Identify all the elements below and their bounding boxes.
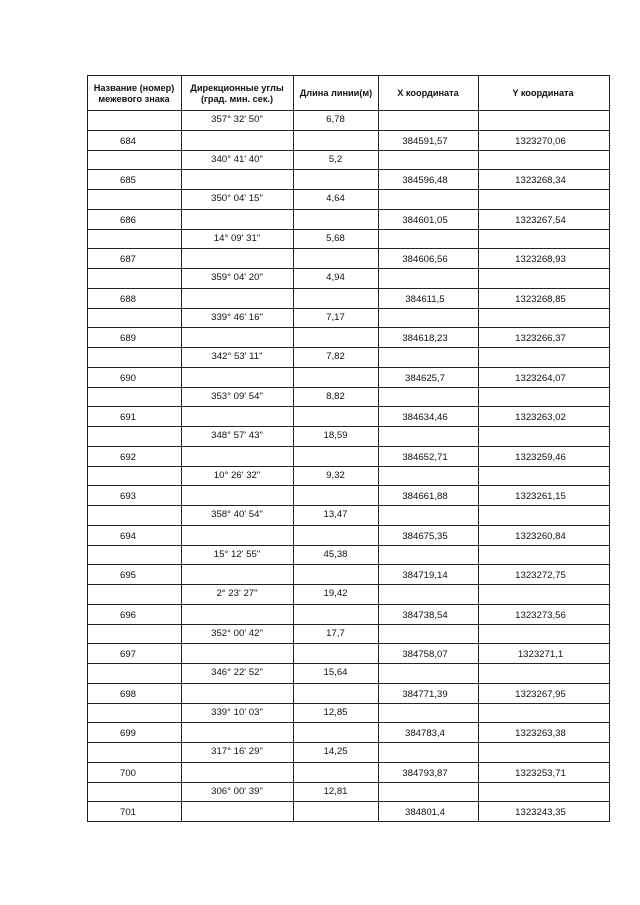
direction-angle-cell: 317° 16' 29" bbox=[211, 746, 263, 757]
line-length-cell: 17,7 bbox=[326, 627, 345, 639]
direction-angle-cell: 306° 00' 39" bbox=[211, 785, 263, 797]
grid-hline bbox=[87, 782, 610, 783]
line-length-cell: 7,17 bbox=[326, 311, 345, 323]
grid-hline bbox=[87, 663, 610, 664]
point-name-cell: 689 bbox=[119, 333, 136, 345]
grid-hline bbox=[87, 130, 610, 131]
y-coordinate-cell: 1323264,07 bbox=[515, 372, 566, 384]
grid-hline bbox=[87, 762, 610, 763]
grid-hline bbox=[87, 564, 610, 565]
direction-angle-cell: 353° 09' 54" bbox=[211, 390, 263, 402]
header-point-name: Название (номер) межевого знака bbox=[93, 83, 175, 104]
x-coordinate-cell: 384675,35 bbox=[402, 530, 448, 542]
direction-angle-cell: 14° 09' 31" bbox=[213, 232, 261, 244]
y-coordinate-cell: 1323267,95 bbox=[515, 688, 566, 700]
grid-vline bbox=[609, 75, 610, 821]
line-length-cell: 12,81 bbox=[323, 785, 348, 797]
direction-angle-cell: 357° 32' 50" bbox=[211, 114, 263, 125]
point-name-cell: 684 bbox=[119, 135, 136, 147]
header-line-length: Длина линии(м) bbox=[299, 88, 373, 98]
point-name-cell: 691 bbox=[119, 412, 136, 424]
line-length-cell: 5,68 bbox=[326, 232, 345, 244]
direction-angle-cell: 342° 53' 11" bbox=[211, 351, 263, 362]
header-y-coordinate: Y координата bbox=[512, 88, 574, 98]
direction-angle-cell: 15° 12' 55" bbox=[213, 548, 261, 560]
line-length-cell: 18,59 bbox=[323, 430, 348, 441]
x-coordinate-cell: 384783,4 bbox=[404, 728, 445, 740]
grid-hline bbox=[87, 485, 610, 486]
point-name-cell: 698 bbox=[119, 688, 136, 700]
point-name-cell: 687 bbox=[119, 254, 136, 266]
grid-hline bbox=[87, 683, 610, 684]
grid-hline bbox=[87, 742, 610, 743]
grid-hline bbox=[87, 703, 610, 704]
direction-angle-cell: 10° 26' 32" bbox=[213, 469, 261, 481]
grid-hline bbox=[87, 367, 610, 368]
x-coordinate-cell: 384606,56 bbox=[402, 254, 448, 266]
y-coordinate-cell: 1323268,34 bbox=[515, 175, 566, 187]
grid-hline bbox=[87, 722, 610, 723]
point-name-cell: 692 bbox=[119, 451, 136, 463]
line-length-cell: 5,2 bbox=[328, 153, 343, 165]
grid-hline bbox=[87, 268, 610, 269]
x-coordinate-cell: 384661,88 bbox=[402, 491, 448, 503]
line-length-cell: 4,94 bbox=[326, 272, 345, 283]
x-coordinate-cell: 384596,48 bbox=[402, 175, 448, 187]
grid-hline bbox=[87, 248, 610, 249]
grid-hline bbox=[87, 545, 610, 546]
grid-hline bbox=[87, 406, 610, 407]
y-coordinate-cell: 1323261,15 bbox=[515, 491, 566, 503]
point-name-cell: 697 bbox=[119, 649, 136, 661]
grid-hline bbox=[87, 189, 610, 190]
point-name-cell: 699 bbox=[119, 728, 136, 740]
grid-hline bbox=[87, 643, 610, 644]
grid-hline bbox=[87, 229, 610, 230]
grid-hline bbox=[87, 387, 610, 388]
line-length-cell: 45,38 bbox=[323, 548, 348, 560]
grid-hline bbox=[87, 308, 610, 309]
grid-hline bbox=[87, 821, 610, 822]
line-length-cell: 19,42 bbox=[323, 588, 348, 599]
line-length-cell: 14,25 bbox=[323, 746, 348, 757]
x-coordinate-cell: 384758,07 bbox=[402, 649, 448, 661]
grid-hline bbox=[87, 426, 610, 427]
grid-hline bbox=[87, 525, 610, 526]
grid-hline bbox=[87, 801, 610, 802]
grid-hline bbox=[87, 169, 610, 170]
line-length-cell: 9,32 bbox=[326, 469, 345, 481]
direction-angle-cell: 350° 04' 15" bbox=[211, 193, 263, 204]
header-x-coordinate: X координата bbox=[397, 88, 459, 98]
y-coordinate-cell: 1323268,85 bbox=[515, 293, 566, 305]
direction-angle-cell: 352° 00' 42" bbox=[211, 627, 263, 639]
point-name-cell: 685 bbox=[119, 175, 136, 187]
grid-vline bbox=[478, 75, 479, 821]
x-coordinate-cell: 384591,57 bbox=[402, 135, 448, 147]
header-direction-angle: Дирекционные углы (град. мин. сек.) bbox=[190, 83, 284, 104]
y-coordinate-cell: 1323271,1 bbox=[517, 649, 564, 661]
grid-vline bbox=[378, 75, 379, 821]
direction-angle-cell: 348° 57' 43" bbox=[211, 430, 263, 441]
x-coordinate-cell: 384601,05 bbox=[402, 214, 448, 226]
x-coordinate-cell: 384611,5 bbox=[405, 293, 445, 305]
y-coordinate-cell: 1323268,93 bbox=[515, 254, 566, 266]
point-name-cell: 693 bbox=[119, 491, 136, 503]
y-coordinate-cell: 1323273,56 bbox=[515, 609, 566, 621]
point-name-cell: 695 bbox=[119, 570, 136, 582]
direction-angle-cell: 340° 41' 40" bbox=[211, 153, 263, 165]
point-name-cell: 690 bbox=[119, 372, 136, 384]
grid-vline bbox=[87, 75, 88, 821]
x-coordinate-cell: 384634,46 bbox=[402, 412, 448, 424]
line-length-cell: 13,47 bbox=[323, 509, 348, 520]
x-coordinate-cell: 384801,4 bbox=[404, 807, 445, 819]
grid-hline bbox=[87, 604, 610, 605]
grid-hline bbox=[87, 150, 610, 151]
x-coordinate-cell: 384738,54 bbox=[402, 609, 448, 621]
direction-angle-cell: 359° 04' 20" bbox=[211, 272, 263, 283]
line-length-cell: 8,82 bbox=[326, 390, 345, 402]
point-name-cell: 700 bbox=[119, 767, 136, 779]
grid-hline bbox=[87, 288, 610, 289]
line-length-cell: 12,85 bbox=[323, 706, 348, 718]
direction-angle-cell: 339° 46' 16" bbox=[211, 311, 263, 323]
y-coordinate-cell: 1323253,71 bbox=[515, 767, 566, 779]
y-coordinate-cell: 1323263,38 bbox=[515, 728, 566, 740]
x-coordinate-cell: 384625,7 bbox=[404, 372, 445, 384]
y-coordinate-cell: 1323267,54 bbox=[515, 214, 566, 226]
line-length-cell: 15,64 bbox=[323, 667, 348, 678]
grid-hline bbox=[87, 624, 610, 625]
y-coordinate-cell: 1323272,75 bbox=[515, 570, 566, 582]
line-length-cell: 6,78 bbox=[326, 114, 345, 125]
grid-hline bbox=[87, 584, 610, 585]
direction-angle-cell: 358° 40' 54" bbox=[211, 509, 263, 520]
grid-hline bbox=[87, 347, 610, 348]
y-coordinate-cell: 1323270,06 bbox=[515, 135, 566, 147]
x-coordinate-cell: 384793,87 bbox=[402, 767, 448, 779]
point-name-cell: 688 bbox=[119, 293, 136, 305]
grid-hline bbox=[87, 466, 610, 467]
point-name-cell: 686 bbox=[119, 214, 136, 226]
direction-angle-cell: 339° 10' 03" bbox=[211, 706, 263, 718]
y-coordinate-cell: 1323263,02 bbox=[515, 412, 566, 424]
x-coordinate-cell: 384652,71 bbox=[402, 451, 448, 463]
point-name-cell: 701 bbox=[119, 807, 136, 819]
direction-angle-cell: 2° 23' 27" bbox=[216, 588, 258, 599]
x-coordinate-cell: 384719,14 bbox=[402, 570, 448, 582]
y-coordinate-cell: 1323243,35 bbox=[515, 807, 566, 819]
direction-angle-cell: 346° 22' 52" bbox=[211, 667, 263, 678]
grid-hline bbox=[87, 209, 610, 210]
grid-hline bbox=[87, 75, 610, 76]
grid-hline bbox=[87, 446, 610, 447]
point-name-cell: 696 bbox=[119, 609, 136, 621]
grid-hline bbox=[87, 110, 610, 111]
y-coordinate-cell: 1323260,84 bbox=[515, 530, 566, 542]
grid-hline bbox=[87, 327, 610, 328]
line-length-cell: 7,82 bbox=[326, 351, 345, 362]
x-coordinate-cell: 384771,39 bbox=[402, 688, 448, 700]
line-length-cell: 4,64 bbox=[326, 193, 345, 204]
x-coordinate-cell: 384618,23 bbox=[402, 333, 448, 345]
grid-hline bbox=[87, 505, 610, 506]
y-coordinate-cell: 1323259,46 bbox=[515, 451, 566, 463]
point-name-cell: 694 bbox=[119, 530, 136, 542]
y-coordinate-cell: 1323266,37 bbox=[515, 333, 566, 345]
